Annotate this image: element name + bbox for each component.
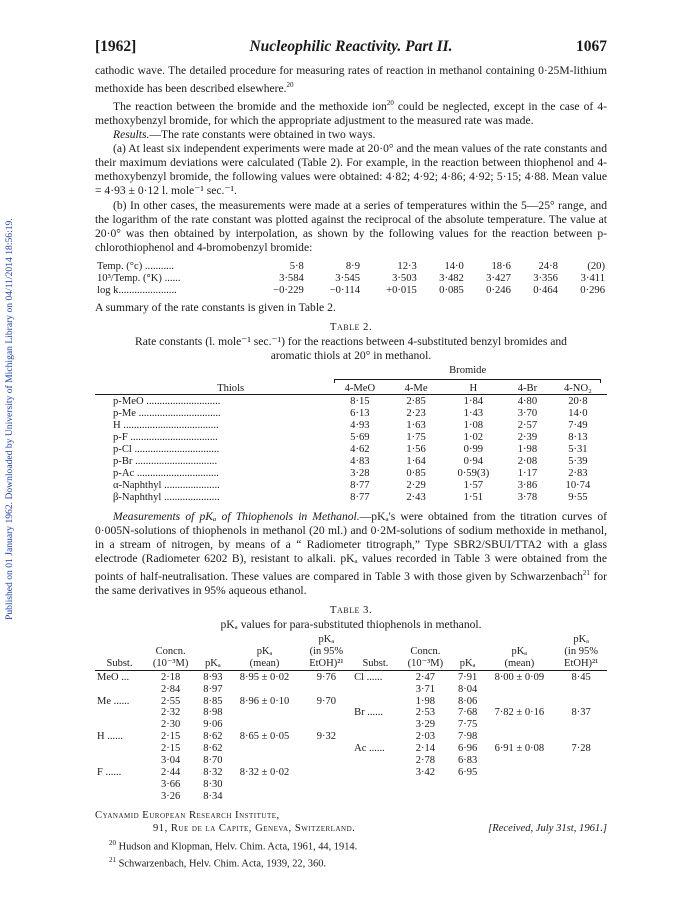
temp-cell: −0·229 xyxy=(273,285,304,297)
address-line-1: Cyanamid European Research Institute, xyxy=(95,809,280,821)
header-pka-etoh-line: EtOH)²¹ xyxy=(564,657,599,669)
thiol-name: p-Cl ................................ xyxy=(113,444,220,456)
table-2-row xyxy=(95,396,607,408)
rate-constant: 4·80 xyxy=(517,396,538,408)
temperature-table xyxy=(95,261,607,298)
temp-cell: 8·9 xyxy=(345,260,360,272)
temp-row-label: 10³/Temp. (°K) ...... xyxy=(97,273,181,285)
rate-constant: 8·13 xyxy=(568,432,588,444)
table-3 xyxy=(95,634,607,803)
rate-constant: 1·43 xyxy=(463,408,484,420)
concentration: 3·66 xyxy=(160,778,181,790)
temp-cell: 18·6 xyxy=(491,260,511,272)
pka-mean xyxy=(483,696,555,708)
concentration: 1·98 xyxy=(415,695,435,707)
pka-value xyxy=(452,791,483,803)
rate-constant: 2·57 xyxy=(517,420,538,432)
header-concn xyxy=(399,634,452,670)
temp-cell: +0·015 xyxy=(386,285,417,297)
rate-constant: 3·78 xyxy=(517,491,538,503)
table-2-row xyxy=(95,420,607,432)
concentration: 2·78 xyxy=(415,755,435,767)
table-3-row xyxy=(95,707,607,719)
header-page-number: 1067 xyxy=(576,38,607,55)
header-title: Nucleophilic Reactivity. Part II. xyxy=(249,38,453,55)
header-concn xyxy=(144,634,197,670)
table-3-row xyxy=(95,779,607,791)
header-pka-etoh xyxy=(301,634,353,670)
footnote-ref: 20 xyxy=(286,81,294,90)
temp-table-row xyxy=(95,273,607,285)
rate-constant: 8·15 xyxy=(350,396,370,408)
temp-table-row xyxy=(95,261,607,273)
pka-value: 6·96 xyxy=(458,743,478,755)
temp-cell: 0·296 xyxy=(580,285,605,297)
pka-ethanol: 8·37 xyxy=(571,707,591,719)
received-date: [Received, July 31st, 1961.] xyxy=(488,822,607,834)
pka-mean: 8·96 ± 0·10 xyxy=(239,695,290,707)
table-3-row xyxy=(95,719,607,731)
paragraph-7: Measurements of pKₐ of Thiophenols in Methanol.—pKₐ's were obtained from the titration curves of 0·005N-solutions of thiophenols in methanol (20 ml.) and 0·2M-solutions of sodium methoxide in methanol, in a stream of nitrogen, by means of a “ Radiometer titrograph,” Type SBR2/SBUI/TTA2 with a glass electrode (Radiometer 6202 B), resistant to alkali. pKₐ values recorded in Table 3 were obtained from the points of half-neutralisation. These values are compared in Table 3 with those given by Schwarzenbach$^{21}$ for the same derivatives in 95% aqueous ethanol. xyxy=(95,509,607,597)
concentration: 2·14 xyxy=(415,743,435,755)
pka-mean xyxy=(483,684,555,696)
paragraph-3: Results.—The rate constants were obtained in two ways. xyxy=(113,128,376,142)
table-3-row xyxy=(95,767,607,779)
rate-constant: 2·85 xyxy=(406,396,426,408)
concentration: 3·42 xyxy=(415,767,435,778)
concentration: 2·18 xyxy=(160,671,181,683)
pka-value: 8·06 xyxy=(458,695,478,707)
substituent xyxy=(95,791,144,803)
pka-value: 8·32 xyxy=(203,767,223,778)
header-pka-etoh-line: (in 95% xyxy=(564,645,598,657)
rate-constant: 4·62 xyxy=(350,444,370,456)
header-pka-etoh-line: pKₐ xyxy=(318,634,335,646)
concentration: 3·29 xyxy=(415,719,435,731)
temp-cell: 0·464 xyxy=(533,285,558,297)
pka-value: 6·83 xyxy=(458,755,478,767)
temp-cell: 3·584 xyxy=(279,273,304,285)
pka-value: 7·75 xyxy=(458,719,478,731)
pka-value: 8·85 xyxy=(203,695,223,707)
header-pka-etoh-line: (in 95% xyxy=(309,645,344,657)
paragraph-1: cathodic wave. The detailed procedure for measuring rates of reaction in methanol containing 0·25M-lithium methoxide has been described elsewhere.$^{20}$ xyxy=(95,64,607,95)
table-2-row xyxy=(95,408,607,420)
institution-address xyxy=(95,809,607,835)
header-pka-mean-line: (mean) xyxy=(249,657,280,669)
rate-constant: 4·93 xyxy=(350,420,370,432)
header-subst xyxy=(352,634,399,670)
pka-ethanol xyxy=(301,767,353,779)
rate-constant: 20·8 xyxy=(568,396,588,408)
pka-mean xyxy=(229,707,301,719)
section-heading-results: Results. xyxy=(113,128,150,142)
column-header-thiols: Thiols xyxy=(217,382,245,394)
rate-constant: 1·02 xyxy=(463,432,484,444)
substituent: F ...... xyxy=(97,767,122,778)
substituent xyxy=(95,779,144,791)
header-concn-line: Concn. xyxy=(410,645,441,657)
pka-mean xyxy=(229,684,301,696)
pka-ethanol: 9·32 xyxy=(316,731,336,743)
substituent xyxy=(95,719,144,731)
substituent xyxy=(352,684,399,696)
rate-constant: 1·17 xyxy=(517,467,538,479)
table-2-row xyxy=(95,432,607,444)
column-header-bromide: 4-MeO xyxy=(344,382,376,394)
rate-constant: 1·98 xyxy=(517,444,538,456)
download-watermark: Published on 01 January 1962. Downloaded by University of Michigan Library on 04/11/2014 18:56:19. xyxy=(4,218,15,620)
rate-constant: 1·51 xyxy=(463,491,484,503)
header-pka-mean-line: (mean) xyxy=(504,657,535,669)
rate-constant: 1·75 xyxy=(406,432,426,444)
thiol-name: p-F ................................. xyxy=(113,432,218,444)
pka-value: 8·30 xyxy=(203,778,223,790)
header-pka-line: pKₐ xyxy=(205,657,221,669)
concentration: 3·04 xyxy=(160,755,181,767)
pka-mean xyxy=(483,731,555,743)
header-subst-line: Subst. xyxy=(362,657,389,669)
temp-cell: −0·114 xyxy=(329,285,360,297)
thiol-name: p-Me ............................... xyxy=(113,408,221,420)
table-3-row xyxy=(95,755,607,767)
rate-constant: 0·59(3) xyxy=(457,467,490,479)
substituent xyxy=(352,719,399,731)
pka-value: 7·98 xyxy=(458,731,478,743)
rate-constant: 5·69 xyxy=(350,432,370,444)
substituent xyxy=(95,743,144,755)
pka-mean: 7·82 ± 0·16 xyxy=(494,707,545,719)
header-subst-line: Subst. xyxy=(106,657,133,669)
pka-ethanol xyxy=(301,719,353,731)
table-3-title: Table 3. xyxy=(329,604,373,617)
temp-cell: 3·482 xyxy=(439,273,464,285)
temp-row-label: log k...................... xyxy=(97,285,177,297)
column-header-bromide: 4-Me xyxy=(404,382,428,394)
concentration: 2·03 xyxy=(415,731,435,743)
table-3-row xyxy=(95,684,607,696)
pka-value: 6·95 xyxy=(458,767,478,778)
temp-cell: (20) xyxy=(587,260,605,272)
pka-mean xyxy=(229,743,301,755)
footnote-ref: 20 xyxy=(386,99,394,108)
pka-ethanol xyxy=(301,707,353,719)
bromide-group-header: Bromide xyxy=(328,365,607,383)
header-pka-etoh-line: pKₐ xyxy=(573,634,590,646)
rate-constant: 1·08 xyxy=(463,420,484,432)
pka-ethanol xyxy=(555,696,607,708)
thiol-name: β-Naphthyl ..................... xyxy=(113,491,220,503)
page-header xyxy=(95,38,607,58)
header-pka-etoh xyxy=(555,634,607,670)
table-3-row xyxy=(95,731,607,743)
footnote xyxy=(109,837,607,854)
header-concn-line: Concn. xyxy=(155,645,186,657)
header-pka-mean xyxy=(483,634,555,670)
footnote-number: 21 xyxy=(109,855,116,864)
pka-ethanol xyxy=(301,779,353,791)
table-2-row xyxy=(95,456,607,468)
substituent: Me ...... xyxy=(97,695,130,707)
temp-cell: 24·8 xyxy=(538,260,558,272)
journal-page xyxy=(95,38,607,871)
table-2-caption: Rate constants (l. mole⁻¹ sec.⁻¹) for the reactions between 4-substituted benzyl bromides and aromatic thiols at 20° in methanol. xyxy=(135,334,567,362)
table-2-row xyxy=(95,444,607,456)
concentration: 3·71 xyxy=(415,683,435,695)
temp-table-row xyxy=(95,285,607,297)
pka-mean xyxy=(483,779,555,791)
pka-mean xyxy=(229,755,301,767)
temp-cell: 0·085 xyxy=(439,285,464,297)
rate-constant: 4·83 xyxy=(350,455,370,467)
rate-constant: 14·0 xyxy=(568,408,588,420)
pka-ethanol: 9·76 xyxy=(316,671,336,683)
header-concn-line: (10⁻³M) xyxy=(152,657,189,669)
pka-ethanol xyxy=(555,684,607,696)
rate-constant: 3·28 xyxy=(350,467,370,479)
substituent xyxy=(95,684,144,696)
pka-ethanol xyxy=(301,791,353,803)
rate-constant: 2·08 xyxy=(517,455,538,467)
pka-value: 8·62 xyxy=(203,743,223,755)
pka-mean: 8·65 ± 0·05 xyxy=(239,731,290,743)
substituent xyxy=(352,767,399,779)
concentration: 2·84 xyxy=(160,683,181,695)
header-pka-line: pKₐ xyxy=(459,657,476,669)
column-header-bromide: 4-NO₂ xyxy=(563,382,592,394)
substituent: MeO ... xyxy=(97,671,130,683)
pka-value: 8·04 xyxy=(458,683,478,695)
pka-mean xyxy=(483,755,555,767)
header-pka-mean-line: pKₐ xyxy=(256,645,273,657)
pka-mean: 6·91 ± 0·08 xyxy=(494,743,545,755)
concentration: 3·26 xyxy=(160,790,181,802)
article-body xyxy=(95,64,607,315)
pka-value: 9·06 xyxy=(203,719,223,731)
pka-ethanol: 7·28 xyxy=(571,743,591,755)
pka-value: 7·68 xyxy=(458,707,478,719)
concentration: 2·15 xyxy=(160,731,181,743)
pka-ethanol xyxy=(555,755,607,767)
paragraph-5: (b) In other cases, the measurements were made at a series of temperatures within the 5—25° range, and the logarithm of the rate constant was plotted against the reciprocal of the absolute temperature. The value at 20·0° was then obtained by interpolation, as shown by the following values for the reaction between p-chlorothiophenol and 4-bromobenzyl bromide: xyxy=(95,198,607,254)
table-3-header-row xyxy=(95,634,607,670)
paragraph-4: (a) At least six independent experiments were made at 20·0° and the mean values of the rate constants and their maximum deviations were calculated (Table 2). For example, in the reaction between thiophenol and 4-methoxybenzyl bromide, the following values were obtained: 4·82; 4·92; 4·86; 4·92; 5·15; 4·88. Mean value = 4·93 ± 0·12 l. mole⁻¹ sec.⁻¹. xyxy=(95,142,607,198)
temp-cell: 3·411 xyxy=(580,273,605,285)
pka-value: 8·97 xyxy=(203,683,223,695)
header-pka-mean xyxy=(229,634,301,670)
table-3-row xyxy=(95,743,607,755)
table-3-row xyxy=(95,791,607,803)
temp-cell: 14·0 xyxy=(444,260,464,272)
temp-cell: 3·356 xyxy=(533,273,558,285)
rate-constant: 1·57 xyxy=(463,479,484,491)
brace-rule xyxy=(334,379,601,383)
pka-value: 8·34 xyxy=(203,790,223,802)
pka-ethanol xyxy=(555,731,607,743)
rate-constant: 1·63 xyxy=(406,420,426,432)
substituent xyxy=(352,731,399,743)
pka-mean xyxy=(483,767,555,779)
header-pka-etoh-line: EtOH)²¹ xyxy=(309,657,344,669)
rate-constant: 2·29 xyxy=(406,479,426,491)
rate-constant: 0·99 xyxy=(463,444,484,456)
header-subst xyxy=(95,634,144,670)
rate-constant: 1·84 xyxy=(463,396,484,408)
table-2-row xyxy=(95,492,607,504)
rate-constant: 5·39 xyxy=(568,455,588,467)
pka-ethanol xyxy=(301,743,353,755)
pka-ethanol: 8·45 xyxy=(571,671,591,683)
rate-constant: 6·13 xyxy=(350,408,370,420)
pka-ethanol xyxy=(301,755,353,767)
rate-constant: 9·55 xyxy=(568,491,588,503)
address-line-2: 91, Rue de la Capite, Geneva, Switzerland. xyxy=(153,822,356,834)
temp-cell: 12·3 xyxy=(397,260,417,272)
temp-cell: 5·8 xyxy=(289,260,304,272)
concentration xyxy=(399,791,452,803)
substituent: H ...... xyxy=(97,731,123,743)
rate-constant: 3·86 xyxy=(517,479,538,491)
pka-mean xyxy=(229,779,301,791)
rate-constant: 8·77 xyxy=(350,479,370,491)
substituent xyxy=(352,791,399,803)
pka-mean xyxy=(229,719,301,731)
header-pka-mean-line: pKₐ xyxy=(511,645,528,657)
pka-ethanol xyxy=(555,767,607,779)
table-3-row xyxy=(95,696,607,708)
concentration: 2·55 xyxy=(160,695,181,707)
section-heading-pka: Measurements of pKₐ of Thiophenols in Methanol. xyxy=(113,509,360,523)
rate-constant: 2·83 xyxy=(568,467,588,479)
substituent xyxy=(352,779,399,791)
rate-constant: 1·56 xyxy=(406,444,426,456)
paragraph-6: A summary of the rate constants is given in Table 2. xyxy=(95,300,336,314)
rate-constant: 2·43 xyxy=(406,491,426,503)
rate-constant: 3·70 xyxy=(517,408,538,420)
table-2-row xyxy=(95,468,607,480)
concentration: 2·30 xyxy=(160,719,181,731)
thiol-name: p-Br ............................... xyxy=(113,455,218,467)
pka-ethanol xyxy=(555,779,607,791)
pka-mean: 8·32 ± 0·02 xyxy=(239,767,290,778)
header-pka xyxy=(197,634,228,670)
rate-constant: 7·49 xyxy=(568,420,588,432)
pka-value: 8·98 xyxy=(203,707,223,719)
concentration: 2·53 xyxy=(415,707,435,719)
concentration: 2·32 xyxy=(160,707,181,719)
footnote xyxy=(109,854,607,871)
thiol-name: H .................................... xyxy=(113,420,219,432)
pka-section xyxy=(95,510,607,598)
rate-constant: 5·31 xyxy=(568,444,588,456)
table-2-title: Table 2. xyxy=(329,320,373,333)
pka-value: 8·62 xyxy=(203,731,223,743)
temp-cell: 3·427 xyxy=(486,273,511,285)
pka-ethanol xyxy=(555,719,607,731)
pka-mean xyxy=(483,719,555,731)
pka-mean xyxy=(229,791,301,803)
footnote-number: 20 xyxy=(109,838,116,847)
pka-value xyxy=(452,779,483,791)
rate-constant: 0·94 xyxy=(463,455,484,467)
temp-row-label: Temp. (°c) ........... xyxy=(97,260,175,272)
paragraph-2: The reaction between the bromide and the methoxide ion$^{20}$ could be neglected, except in the case of 4-methoxybenzyl bromide, for which the appropriate adjustment to the measured rate was made. xyxy=(95,99,607,127)
thiol-name: α-Naphthyl ..................... xyxy=(113,479,220,491)
pka-value: 8·70 xyxy=(203,755,223,767)
column-header-bromide: H xyxy=(469,382,478,394)
thiol-name: p-Ac ............................... xyxy=(113,467,219,479)
rate-constant: 10·74 xyxy=(565,479,591,491)
substituent: Ac ...... xyxy=(354,743,385,755)
concentration: 2·44 xyxy=(160,767,181,778)
temp-cell: 3·503 xyxy=(392,273,417,285)
table-3-caption: pKₐ values for para-substituted thiophenols in methanol. xyxy=(220,618,482,632)
pka-mean: 8·95 ± 0·02 xyxy=(239,671,290,683)
pka-value: 7·91 xyxy=(458,671,478,683)
temp-cell: 0·246 xyxy=(486,285,511,297)
column-header-bromide: 4-Br xyxy=(517,382,538,394)
rate-constant: 1·64 xyxy=(406,455,426,467)
rate-constant: 8·77 xyxy=(350,491,370,503)
pka-mean xyxy=(483,791,555,803)
substituent: Cl ...... xyxy=(354,671,383,683)
footnote-ref: 21 xyxy=(582,568,590,577)
rate-constant: 0·85 xyxy=(406,467,426,479)
substituent xyxy=(95,707,144,719)
pka-ethanol xyxy=(301,684,353,696)
footnote-text: Hudson and Klopman, Helv. Chim. Acta, 1961, 44, 1914. xyxy=(118,841,358,853)
thiol-name: p-MeO ............................ xyxy=(113,396,221,408)
footnotes xyxy=(95,837,607,871)
concentration: 2·15 xyxy=(160,743,181,755)
temp-cell: 3·545 xyxy=(335,273,360,285)
table-2-row xyxy=(95,480,607,492)
pka-mean: 8·00 ± 0·09 xyxy=(494,671,545,683)
substituent xyxy=(352,696,399,708)
pka-ethanol: 9·70 xyxy=(316,695,336,707)
footnote-text: Schwarzenbach, Helv. Chim. Acta, 1939, 22, 360. xyxy=(118,858,326,870)
substituent xyxy=(352,755,399,767)
pka-value: 8·93 xyxy=(203,671,223,683)
pka-ethanol xyxy=(555,791,607,803)
table-2 xyxy=(95,365,607,504)
concentration: 2·47 xyxy=(415,671,435,683)
rate-constant: 2·23 xyxy=(406,408,426,420)
table-3-row xyxy=(95,672,607,684)
rate-constant: 2·39 xyxy=(517,432,538,444)
concentration xyxy=(399,779,452,791)
header-concn-line: (10⁻³M) xyxy=(407,657,444,669)
substituent: Br ...... xyxy=(354,707,384,719)
substituent xyxy=(95,755,144,767)
header-year: [1962] xyxy=(95,38,137,55)
header-pka xyxy=(452,634,483,670)
